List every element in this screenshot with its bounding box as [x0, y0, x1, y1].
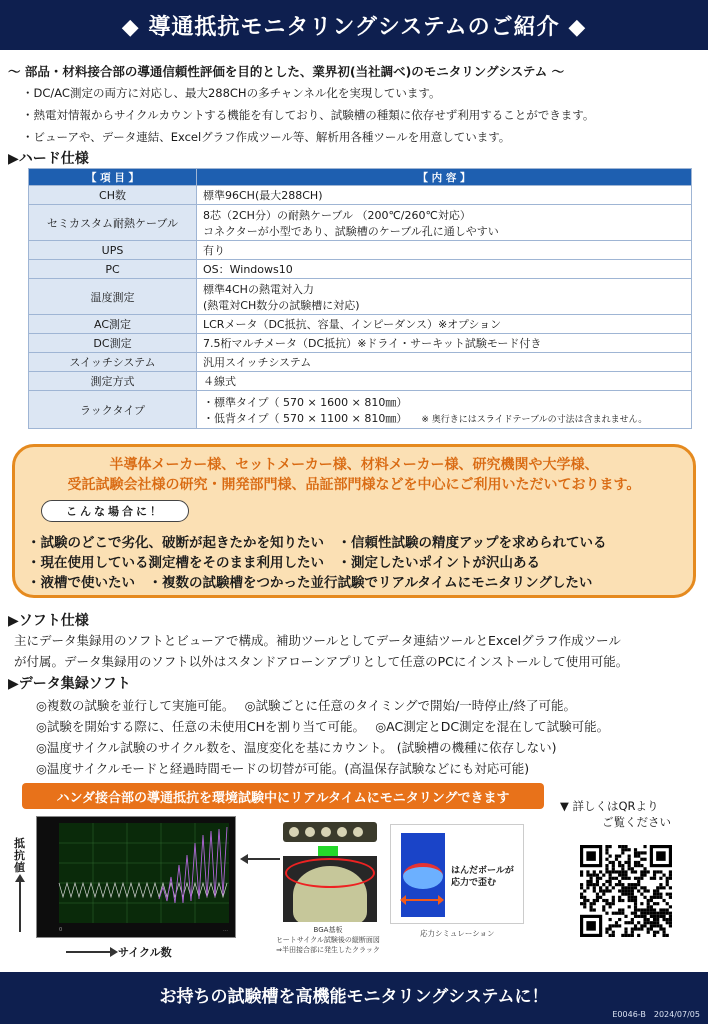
case-label: こんな場合に！	[41, 500, 189, 522]
table-row	[29, 260, 692, 279]
soft-description	[14, 630, 704, 672]
spec-value: コネクターが小型であり、試験槽のケーブル孔に通しやすい	[203, 224, 499, 238]
photo-caption-text: BGA基板 ヒートサイクル試験後の縦断面図 ⇒半田接合部に発生したクラック	[276, 926, 380, 954]
right-arrow-icon	[66, 951, 112, 953]
case-line: ・現在使用している測定槽をそのまま利用したい ・測定したいポイントが沢山ある	[27, 555, 540, 571]
intro-bullet: ・DC/AC測定の両方に対応し、最大288CHの多チャンネル化を実現しています。	[22, 86, 441, 100]
cross-section-image	[283, 856, 377, 922]
spec-key: AC測定	[29, 315, 197, 334]
hard-spec-title: ▶ハード仕様	[8, 151, 89, 167]
target-heading	[15, 455, 693, 495]
spec-value: 7.5桁マルチメータ（DC抵抗）※ドライ・サーキット試験モード付き	[203, 337, 542, 350]
simulation-caption: はんだボールが応力で歪む	[451, 866, 514, 888]
footer-message: お持ちの試験槽を高機能モニタリングシステムに！	[159, 987, 549, 1007]
spec-value: ・標準タイプ（ 570 × 1600 × 810㎜）	[203, 395, 408, 409]
record-soft-title: ▶データ集録ソフト	[8, 676, 131, 692]
soft-spec-title: ▶ソフト仕様	[8, 613, 89, 629]
zoom-marker	[318, 846, 338, 856]
feature-item: ◎温度サイクル試験のサイクル数を、温度変化を基にカウント。 (試験槽の機種に依存しない)	[36, 740, 557, 755]
table-header-content: 【 内 容 】	[197, 169, 692, 186]
photo-caption	[258, 925, 398, 955]
spec-key: 測定方式	[29, 372, 197, 391]
intro-lead: ～ 部品・材料接合部の導通信頼性評価を目的とした、業界初(当社調べ)のモニタリングシステム ～	[8, 64, 565, 79]
spec-value: (熱電対CH数分の試験槽に対応)	[203, 298, 360, 312]
qr-guide-line: ご覧ください	[602, 815, 671, 829]
hard-spec-table	[28, 168, 692, 429]
y-axis-label: 抵抗値	[14, 837, 25, 874]
target-users-box	[12, 444, 696, 598]
spec-key: DC測定	[29, 334, 197, 353]
spec-key: CH数	[29, 186, 197, 205]
document-code: E0046-B 2024/07/05	[612, 1010, 700, 1019]
qr-guide-line: ▼ 詳しくはQRより	[560, 799, 659, 813]
table-row	[29, 353, 692, 372]
spec-value: OS：Windows10	[203, 263, 293, 276]
target-line: 受託試験会社様の研究・開発部門様、品証部門様などを中心にご利用いただいております。	[67, 477, 641, 493]
case-line: ・液槽で使いたい ・複数の試験槽をつかった並行試験でリアルタイムにモニタリングしたい	[27, 575, 593, 591]
feature-item: ◎試験を開始する際に、任意の未使用CHを割り当て可能。 ◎AC測定とDC測定を混在して試験可能。	[36, 719, 610, 734]
bga-board-image	[283, 822, 377, 842]
table-row	[29, 334, 692, 353]
intro-section	[8, 62, 704, 151]
soft-desc-line: 主にデータ集録用のソフトとビューアで構成。補助ツールとしてデータ連結ツールとExcelグラフ作成ツール	[14, 633, 621, 648]
table-row	[29, 391, 692, 429]
qr-guide	[560, 798, 700, 830]
feature-item: ◎複数の試験を並行して実施可能。 ◎試験ごとに任意のタイミングで開始/一時停止/終了可能。	[36, 698, 576, 713]
feature-item: ◎温度サイクルモードと経過時間モードの切替が可能。(高温保存試験などにも対応可能)	[36, 761, 530, 776]
spec-value: LCRメータ（DC抵抗、容量、インピーダンス）※オプション	[203, 318, 502, 331]
table-header-item: 【 項 目 】	[29, 169, 197, 186]
rack-note: ※ 奥行きにはスライドテーブルの寸法は含まれません。	[421, 414, 648, 425]
soft-desc-line: が付属。データ集録用のソフト以外はスタンドアローンアプリとして任意のPCにインストールして使用可能。	[14, 654, 629, 669]
monitoring-banner: ハンダ接合部の導通抵抗を環境試験中にリアルタイムにモニタリングできます	[22, 783, 544, 809]
table-row	[29, 205, 692, 241]
qr-code[interactable]	[580, 845, 672, 937]
spec-value: 標準96CH(最大288CH)	[203, 189, 323, 202]
page-title: ◆ 導通抵抗モニタリングシステムのご紹介 ◆	[0, 0, 708, 50]
spec-key: セミカスタム耐熱ケーブル	[29, 205, 197, 241]
spec-value: 標準4CHの熱電対入力	[203, 282, 314, 296]
spec-value: 8芯（2CH分）の耐熱ケーブル （200℃/260℃対応）	[203, 208, 471, 222]
spec-value: ４線式	[203, 375, 236, 388]
stress-simulation-image	[390, 824, 524, 924]
double-arrow-icon	[405, 899, 439, 901]
target-line: 半導体メーカー様、セットメーカー様、材料メーカー様、研究機関や大学様、	[109, 457, 599, 473]
spec-key: ラックタイプ	[29, 391, 197, 429]
spec-key: スイッチシステム	[29, 353, 197, 372]
table-row	[29, 372, 692, 391]
spec-key: 温度測定	[29, 279, 197, 315]
table-row	[29, 186, 692, 205]
table-row	[29, 315, 692, 334]
footer	[0, 972, 708, 1024]
spec-value: 汎用スイッチシステム	[203, 356, 312, 369]
x-axis-label: サイクル数	[118, 946, 172, 959]
table-row	[29, 241, 692, 260]
resistance-graph-svg	[37, 817, 235, 937]
spec-value: ・低背タイプ（ 570 × 1100 × 810㎜）	[203, 411, 408, 425]
svg-text:0: 0	[59, 927, 63, 933]
left-arrow-icon	[246, 858, 280, 860]
record-features	[36, 695, 704, 779]
intro-bullet: ・熱電対情報からサイクルカウントする機能を有しており、試験槽の種類に依存せず利用することができます。	[22, 108, 595, 122]
spec-value: 有り	[203, 244, 225, 257]
simulation-label: 応力シミュレーション	[420, 929, 495, 938]
spec-key: UPS	[29, 241, 197, 260]
spec-key: PC	[29, 260, 197, 279]
svg-text:…: …	[223, 927, 228, 933]
up-arrow-icon	[19, 880, 21, 932]
case-line: ・試験のどこで劣化、破断が起きたかを知りたい ・信頼性試験の精度アップを求められている	[27, 535, 607, 551]
intro-bullet: ・ビューアや、データ連結、Excelグラフ作成ツール等、解析用各種ツールを用意しています。	[22, 130, 511, 144]
resistance-graph-image	[36, 816, 236, 938]
table-row	[29, 279, 692, 315]
